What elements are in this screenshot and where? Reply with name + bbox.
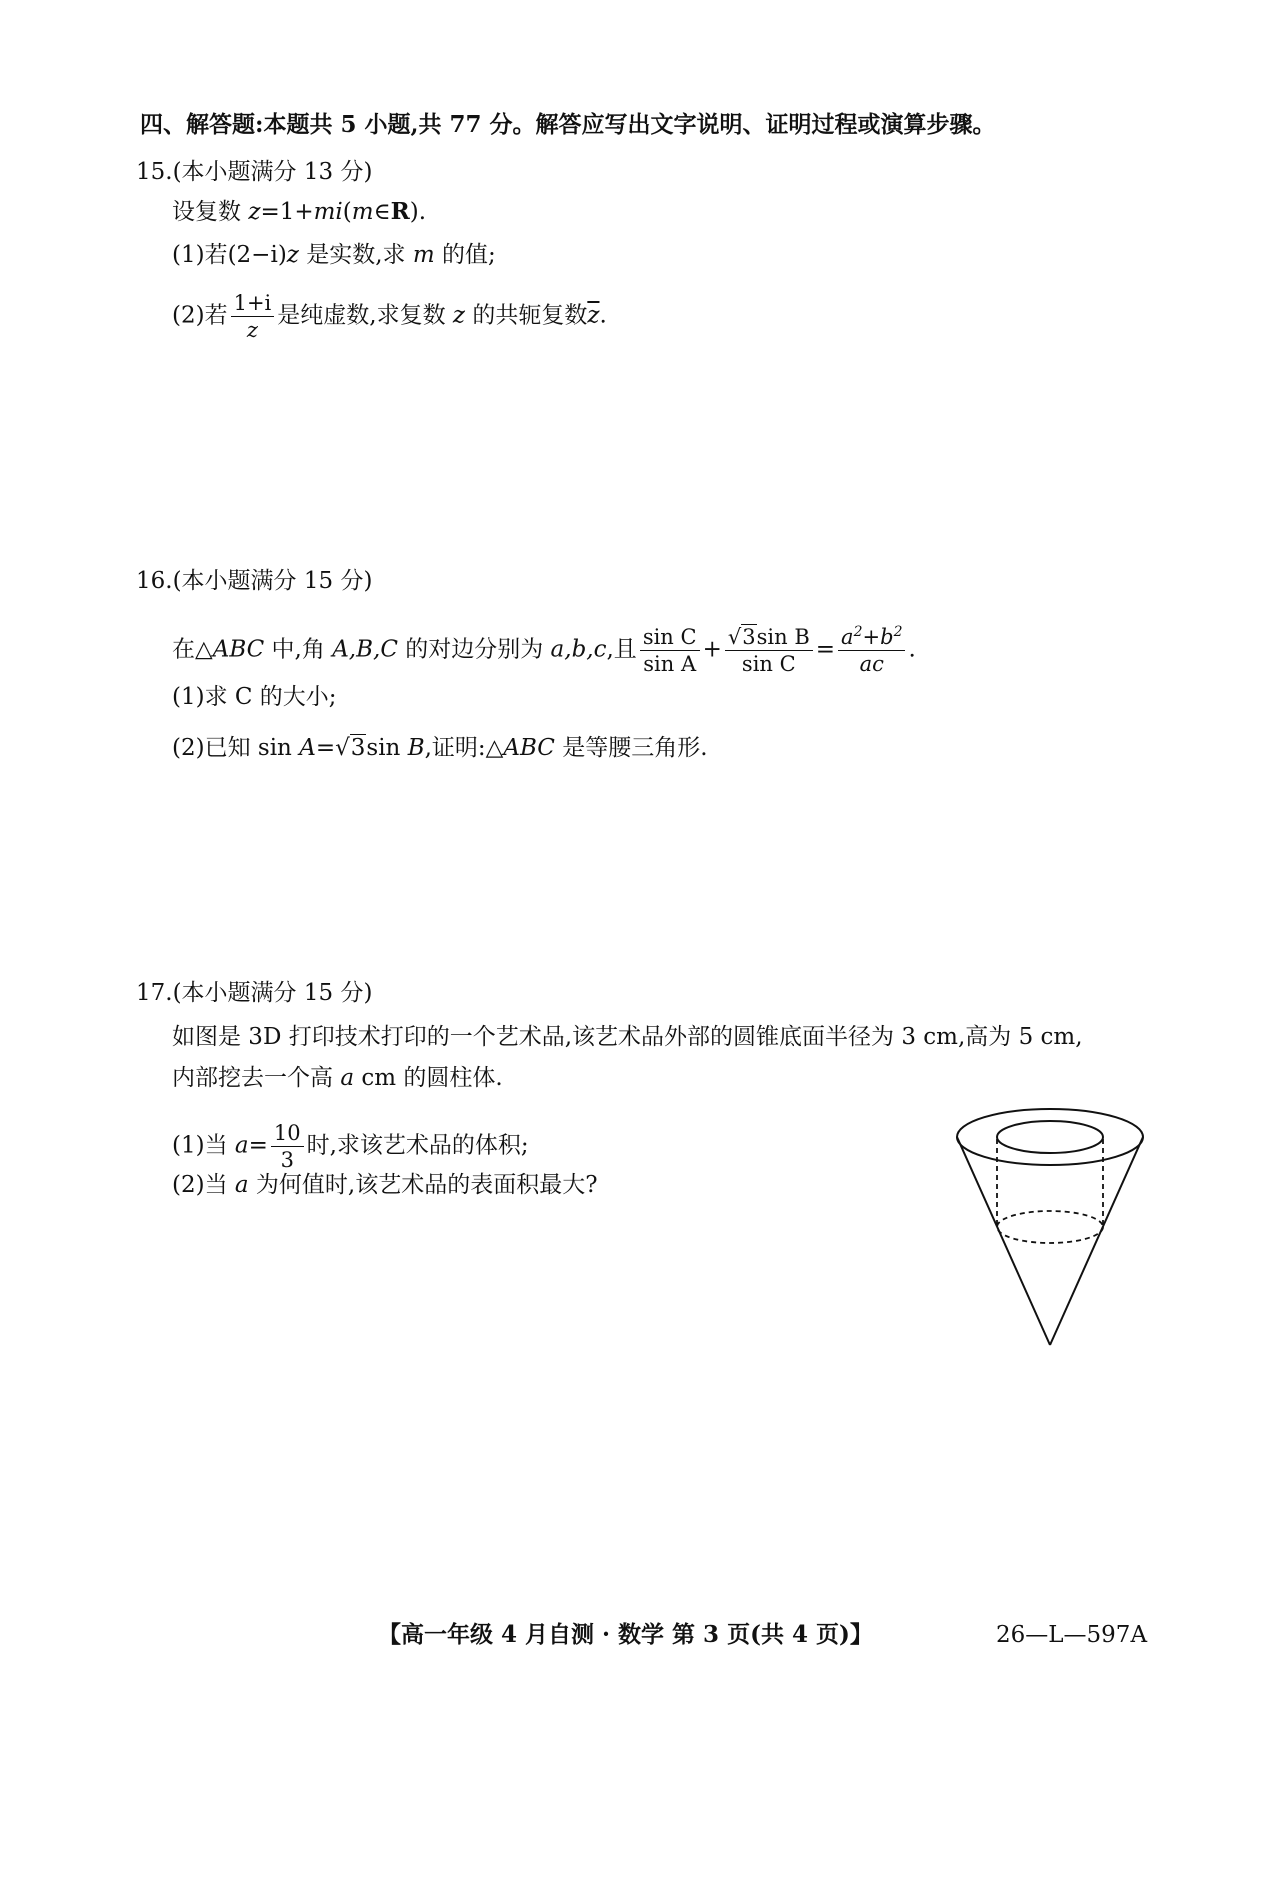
q16-p2-sqrt: √3 xyxy=(335,735,366,761)
q16-stem-text: 在△ xyxy=(172,636,213,663)
q17-header xyxy=(136,978,372,1008)
q17-var-a: a xyxy=(340,1065,355,1091)
q16-number: 16. xyxy=(136,568,173,594)
q17-p2-var-a: a xyxy=(234,1172,249,1198)
q15-p2-text3: 的共轭复数 xyxy=(465,302,588,329)
q16-p2-triangle: ABC xyxy=(503,735,555,761)
section-heading: 四、解答题:本题共 5 小题,共 77 分。解答应写出文字说明、证明过程或演算步骤。 xyxy=(140,111,996,138)
q16-angles: A,B,C xyxy=(332,636,398,663)
cylinder-bottom-dashed xyxy=(997,1211,1103,1243)
q15-conjugate-z: $\overline{z}$ xyxy=(587,302,600,329)
q16-p2-text2: sin xyxy=(366,735,408,761)
q15-p2-end: . xyxy=(599,302,607,329)
q16-fraction-1 xyxy=(640,624,700,677)
cone-left-edge xyxy=(957,1137,1050,1345)
q16-stem-end: . xyxy=(908,636,916,663)
q16-f1-den: sin A xyxy=(643,652,697,676)
q15-p1-text: (1)若(2−i) xyxy=(172,242,287,268)
q16-f1-num: sin C xyxy=(640,624,700,651)
q16-p2-var-B: B xyxy=(407,735,425,761)
q16-f3-exp1: 2 xyxy=(853,624,863,640)
q15-var-z: z xyxy=(248,199,261,225)
q17-stem-text: 内部挖去一个高 xyxy=(172,1065,341,1091)
q17-stem-line2 xyxy=(172,1063,503,1093)
q15-p1-var-z: z xyxy=(286,242,299,268)
q16-f3-b: b xyxy=(880,625,894,649)
q16-part1: (1)求 C 的大小; xyxy=(172,684,337,710)
q16-p2-var-A: A xyxy=(299,735,316,761)
q16-f3-exp2: 2 xyxy=(893,624,903,640)
q17-stem-text2: cm 的圆柱体. xyxy=(354,1065,503,1091)
footer-page-info: 【高一年级 4 月自测 · 数学 第 3 页(共 4 页)】 xyxy=(378,1621,873,1648)
q16-p2-radicand: 3 xyxy=(350,735,366,761)
q15-frac-num: 1+i xyxy=(231,290,275,317)
q16-f2-radicand: 3 xyxy=(742,625,756,649)
q17-p1-text2: 时,求该艺术品的体积; xyxy=(306,1132,529,1159)
q15-p2-text2: 是纯虚数,求复数 xyxy=(277,302,453,329)
q16-header xyxy=(136,566,372,596)
q16-f2-num xyxy=(725,624,813,651)
q16-sides: a,b,c xyxy=(550,636,607,663)
footer-code: 26—L—597A xyxy=(996,1622,1148,1648)
q16-f2-sqrt: √3 xyxy=(727,625,756,649)
q15-var-m: m xyxy=(351,199,374,225)
q15-real-set: R xyxy=(390,198,410,225)
q15-p2-var-z: z xyxy=(452,302,466,329)
q17-p1-var-a: a xyxy=(234,1132,249,1159)
q16-f2-den: sin C xyxy=(741,652,796,676)
q16-p2-text4: 是等腰三角形. xyxy=(554,735,708,761)
q16-f3-a: a xyxy=(841,625,854,649)
q17-frac-num: 10 xyxy=(271,1120,304,1147)
q16-plus: + xyxy=(702,636,722,663)
q17-p2-text2: 为何值时,该艺术品的表面积最大? xyxy=(248,1172,598,1198)
q15-stem-text: 设复数 xyxy=(172,199,249,225)
q17-fraction xyxy=(271,1120,304,1173)
q15-frac-den: z xyxy=(246,318,258,342)
q15-score: (本小题满分 13 分) xyxy=(172,159,373,185)
q15-p1-var-m: m xyxy=(412,242,435,268)
q16-fraction-3 xyxy=(838,624,905,677)
q16-p2-text: (2)已知 sin xyxy=(172,735,300,761)
q15-part1 xyxy=(172,240,496,270)
q17-score: (本小题满分 15 分) xyxy=(172,980,373,1006)
q16-fraction-2 xyxy=(725,624,813,677)
q15-var-mi: mi xyxy=(313,199,343,225)
q16-f3-den: ac xyxy=(859,652,884,676)
q15-stem-paren: ( xyxy=(342,199,352,225)
q16-f2-num-rest: sin B xyxy=(756,625,810,649)
q16-score: (本小题满分 15 分) xyxy=(172,568,373,594)
q16-p2-eq: = xyxy=(315,735,336,761)
q17-number: 17. xyxy=(136,980,173,1006)
q17-p1-text: (1)当 xyxy=(172,1132,235,1159)
q16-f3-num xyxy=(838,624,905,651)
q16-stem-text2: 中,角 xyxy=(264,636,333,663)
q15-stem-eq: =1+ xyxy=(260,199,314,225)
q15-stem xyxy=(172,197,426,227)
q16-equals: = xyxy=(815,636,836,663)
q17-frac-den: 3 xyxy=(280,1148,294,1172)
q16-part2 xyxy=(172,733,708,763)
q17-part1 xyxy=(172,1120,529,1173)
q17-part2 xyxy=(172,1170,598,1200)
q17-stem-line1: 如图是 3D 打印技术打印的一个艺术品,该艺术品外部的圆锥底面半径为 3 cm,高为 5 cm, xyxy=(172,1024,1083,1050)
q15-p1-text3: 的值; xyxy=(434,242,496,268)
q15-number: 15. xyxy=(136,159,173,185)
q16-stem xyxy=(172,624,916,677)
q16-triangle-name: ABC xyxy=(212,636,265,663)
q16-p2-text3: ,证明:△ xyxy=(424,735,504,761)
q15-stem-in: ∈ xyxy=(373,199,391,225)
q15-stem-end: ). xyxy=(409,199,427,225)
q15-p1-text2: 是实数,求 xyxy=(298,242,413,268)
q15-part2 xyxy=(172,290,607,343)
q17-p1-eq: = xyxy=(248,1132,268,1159)
cone-figure xyxy=(950,1105,1150,1355)
q17-p2-text: (2)当 xyxy=(172,1172,235,1198)
q15-p2-text: (2)若 xyxy=(172,302,228,329)
q16-f3-plus: + xyxy=(862,625,881,649)
q15-fraction xyxy=(231,290,275,343)
q16-stem-text3: 的对边分别为 xyxy=(397,636,551,663)
cone-base-ellipse xyxy=(957,1109,1143,1165)
cone-right-edge xyxy=(1050,1137,1143,1345)
cylinder-top-ellipse xyxy=(997,1121,1103,1153)
q16-stem-text4: ,且 xyxy=(606,636,637,663)
q15-header xyxy=(136,157,372,187)
